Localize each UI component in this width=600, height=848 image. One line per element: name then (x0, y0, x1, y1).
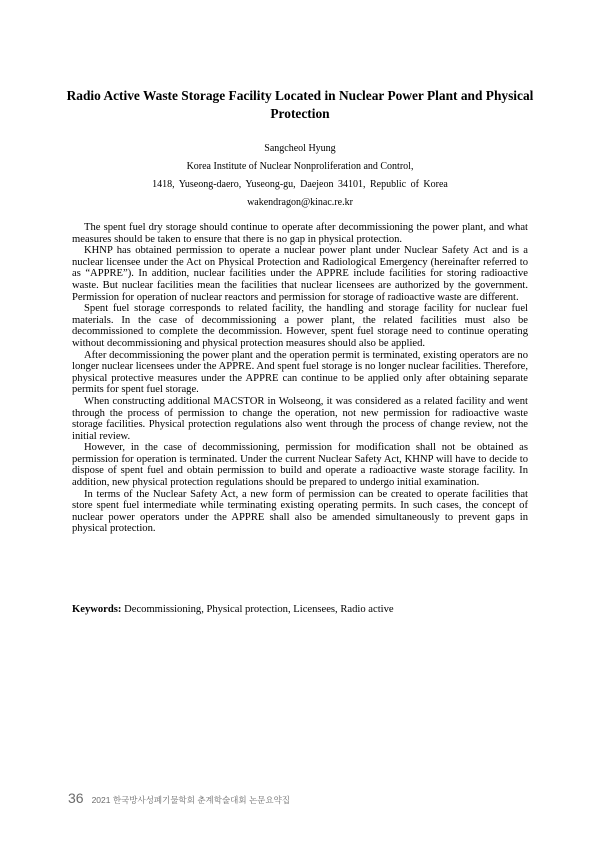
author-block (60, 140, 540, 212)
page-footer (68, 790, 468, 806)
footer-text: 2021 한국방사성폐기물학회 춘계학술대회 논문요약집 (91, 795, 291, 805)
abstract-body (72, 222, 528, 535)
abstract-paragraph: However, in the case of decommissioning, permission for modification shall not be obtained as permission for operation is terminated. Under the current Nuclear Safety Act, KHNP will have to decide to dispose of spent fuel and obtain permission to build and operate a radioactive waste storage facility. In addition, new physical protection regulations should be prepared to undergo initial examination. (72, 442, 528, 489)
author-name: Sangcheol Hyung (264, 143, 336, 154)
page-number: 36 (68, 790, 84, 806)
abstract-paragraph: Spent fuel storage corresponds to related facility, the handling and storage facility for nuclear fuel materials. In the case of decommissioning a power plant, the related facilities must also be decommissioned to complete the decommission. However, spent fuel storage need to continue operating without decommissioning and physical protection measures should also be applied. (72, 303, 528, 349)
author-email: wakendragon@kinac.re.kr (247, 197, 353, 208)
paper-title: Radio Active Waste Storage Facility Located in Nuclear Power Plant and Physical Protection (66, 88, 534, 121)
abstract-paragraph: When constructing additional MACSTOR in Wolseong, it was considered as a related facility and went through the process of permission to change the operation, not new permission for radioactive waste storage facilities. Physical protection regulations also went through the process of change review, not the initial review. (72, 395, 528, 442)
keywords-text: Decommissioning, Physical protection, Licensees, Radio active (124, 604, 394, 615)
abstract-paragraph: After decommissioning the power plant and the operation permit is terminated, existing operators are no longer nuclear licensees under the APPRE. And spent fuel storage is no longer nuclear facilities. Therefore, physical protective measures under the APPRE can continue to be applied only after obtaining separate permits for spent fuel storage. (72, 349, 528, 396)
abstract-paragraph: The spent fuel dry storage should continue to operate after decommissioning the power plant, and what measures should be taken to ensure that there is no gap in physical protection. (72, 222, 528, 245)
affiliation-line-1: Korea Institute of Nuclear Nonproliferation and Control, (186, 161, 414, 172)
keywords-label: Keywords: (72, 604, 122, 615)
affiliation-line-2: 1418, Yuseong-daero, Yuseong-gu, Daejeon 34101, Republic of Korea (152, 179, 448, 190)
keywords (72, 604, 516, 616)
abstract-paragraph: In terms of the Nuclear Safety Act, a new form of permission can be created to operate facilities that store spent fuel intermediate while terminating existing operating permits. In such cases, the concept of nuclear power operators under the APPRE shall also be amended simultaneously to prevent gaps in physical protection. (72, 488, 528, 535)
abstract-paragraph: KHNP has obtained permission to operate a nuclear power plant under Nuclear Safety Act and is a nuclear licensee under the Act on Physical Protection and Radiological Emergency (hereinafter referred to as “APPRE”). In addition, nuclear facilities under the APPRE include facilities for storing radioactive waste. But nuclear facilities mean the facilities that nuclear licensees are authorized by the government. Permission for operation of nuclear reactors and permission for storage of radioactive waste are different. (72, 245, 528, 303)
